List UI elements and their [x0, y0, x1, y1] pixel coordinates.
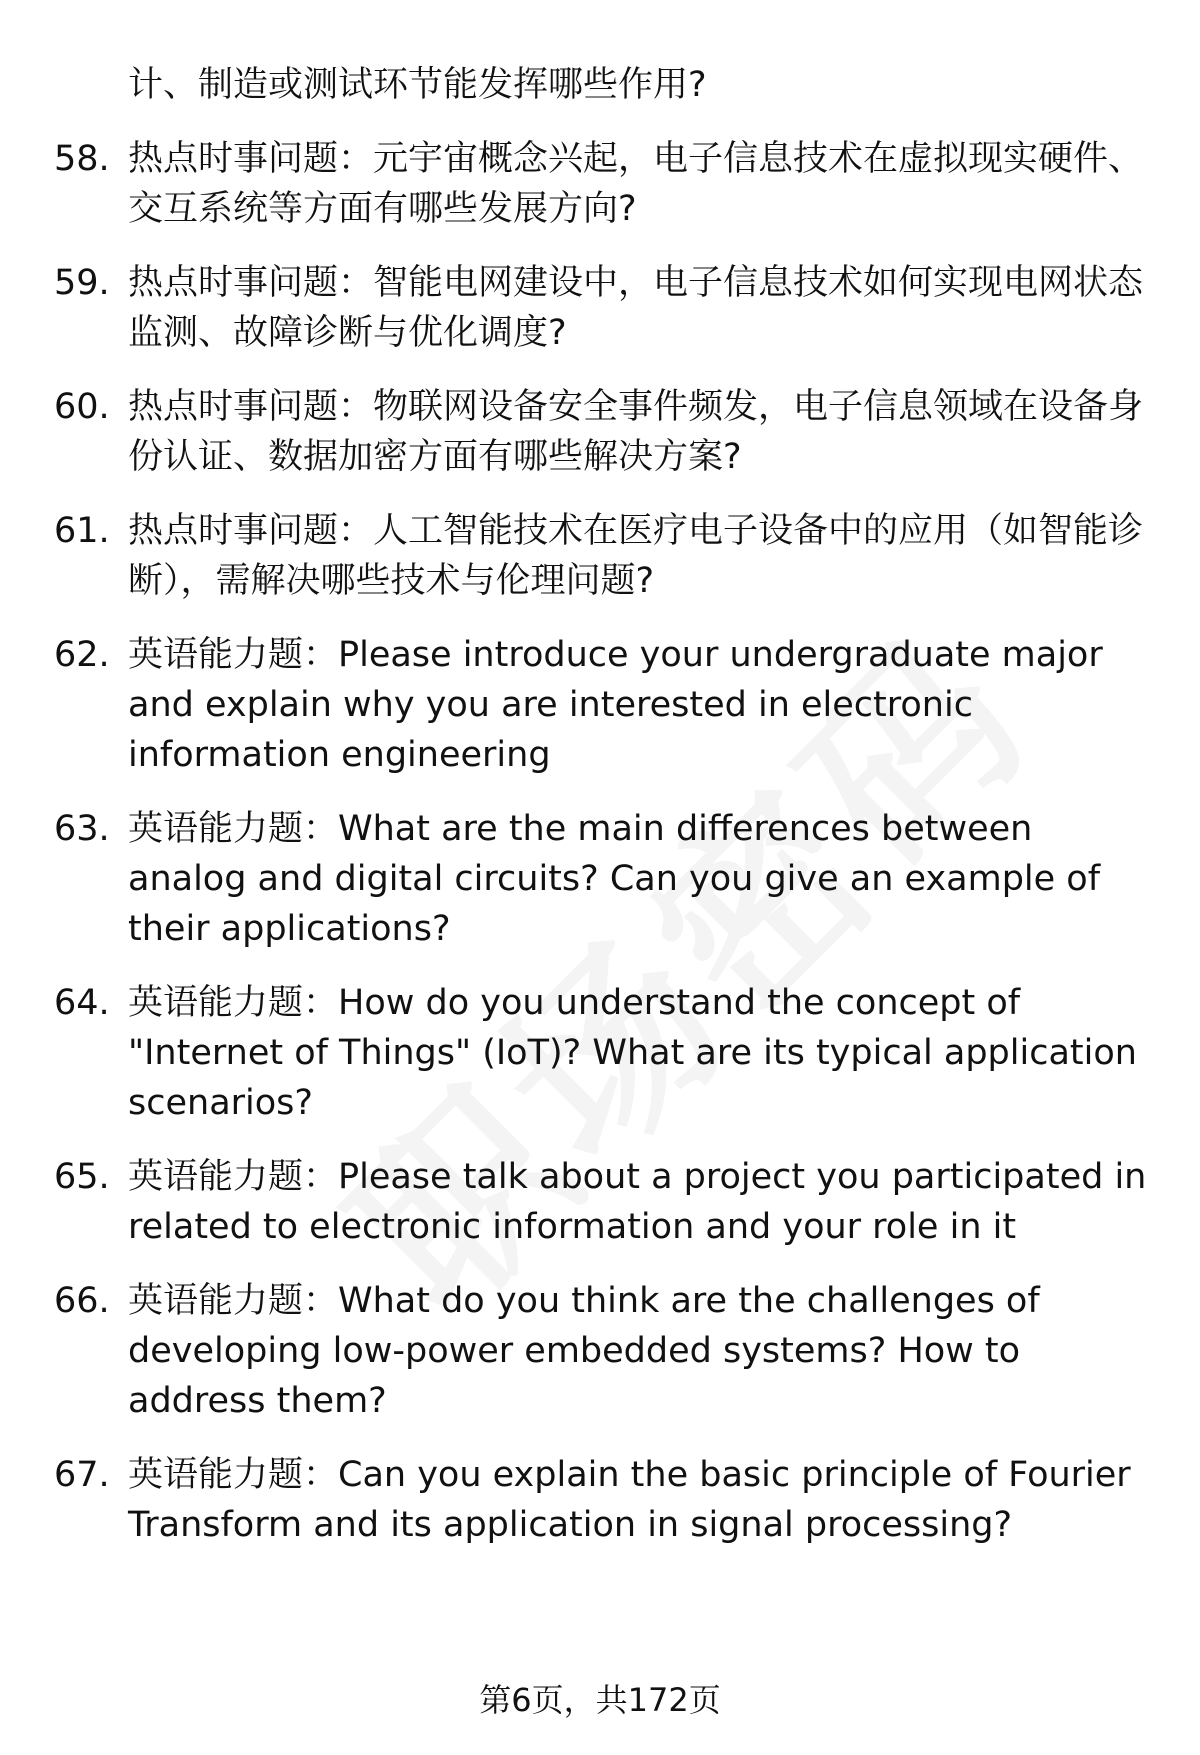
question-item: [54, 804, 1154, 954]
question-text: 热点时事问题：元宇宙概念兴起，电子信息技术在虚拟现实硬件、交互系统等方面有哪些发展方向?: [128, 139, 1144, 229]
question-item: [54, 134, 1154, 234]
question-item: [54, 506, 1154, 606]
question-text: 英语能力题：Please introduce your undergraduate major and explain why you are interested in electronic information engineering: [128, 635, 1103, 775]
question-number: 65.: [54, 1157, 110, 1197]
question-text: 英语能力题：Can you explain the basic principle of Fourier Transform and its application in signal processing?: [128, 1455, 1131, 1545]
question-number: 67.: [54, 1455, 110, 1495]
question-item: [54, 1450, 1154, 1550]
question-number: 66.: [54, 1281, 110, 1321]
page-number-footer: 第6页，共172页: [479, 1681, 721, 1719]
question-item: [54, 1152, 1154, 1252]
question-number: 60.: [54, 387, 110, 427]
question-list: [54, 60, 1154, 1574]
question-text: 英语能力题：What are the main differences between analog and digital circuits? Can you give an example of their applications?: [128, 809, 1101, 949]
question-text: 热点时事问题：人工智能技术在医疗电子设备中的应用（如智能诊断），需解决哪些技术与伦理问题?: [128, 511, 1144, 601]
question-number: 64.: [54, 983, 110, 1023]
question-item: [54, 1276, 1154, 1426]
question-number: 59.: [54, 263, 110, 303]
question-item: [54, 258, 1154, 358]
question-number: 58.: [54, 139, 110, 179]
question-number: 62.: [54, 635, 110, 675]
question-text: 英语能力题：How do you understand the concept of "Internet of Things" (IoT)? What are its typical application scenarios?: [128, 983, 1137, 1123]
question-item: [54, 978, 1154, 1128]
question-number: 63.: [54, 809, 110, 849]
continuation-text: 计、制造或测试环节能发挥哪些作用?: [128, 65, 707, 105]
question-item: [54, 630, 1154, 780]
question-text: 英语能力题：Please talk about a project you participated in related to electronic information and your role in it: [128, 1157, 1147, 1247]
question-item: [54, 382, 1154, 482]
question-text: 热点时事问题：物联网设备安全事件频发，电子信息领域在设备身份认证、数据加密方面有哪些解决方案?: [128, 387, 1144, 477]
question-text: 英语能力题：What do you think are the challenges of developing low-power embedded systems? How to address them?: [128, 1281, 1040, 1421]
question-number: 61.: [54, 511, 110, 551]
question-text: 热点时事问题：智能电网建设中，电子信息技术如何实现电网状态监测、故障诊断与优化调度?: [128, 263, 1144, 353]
